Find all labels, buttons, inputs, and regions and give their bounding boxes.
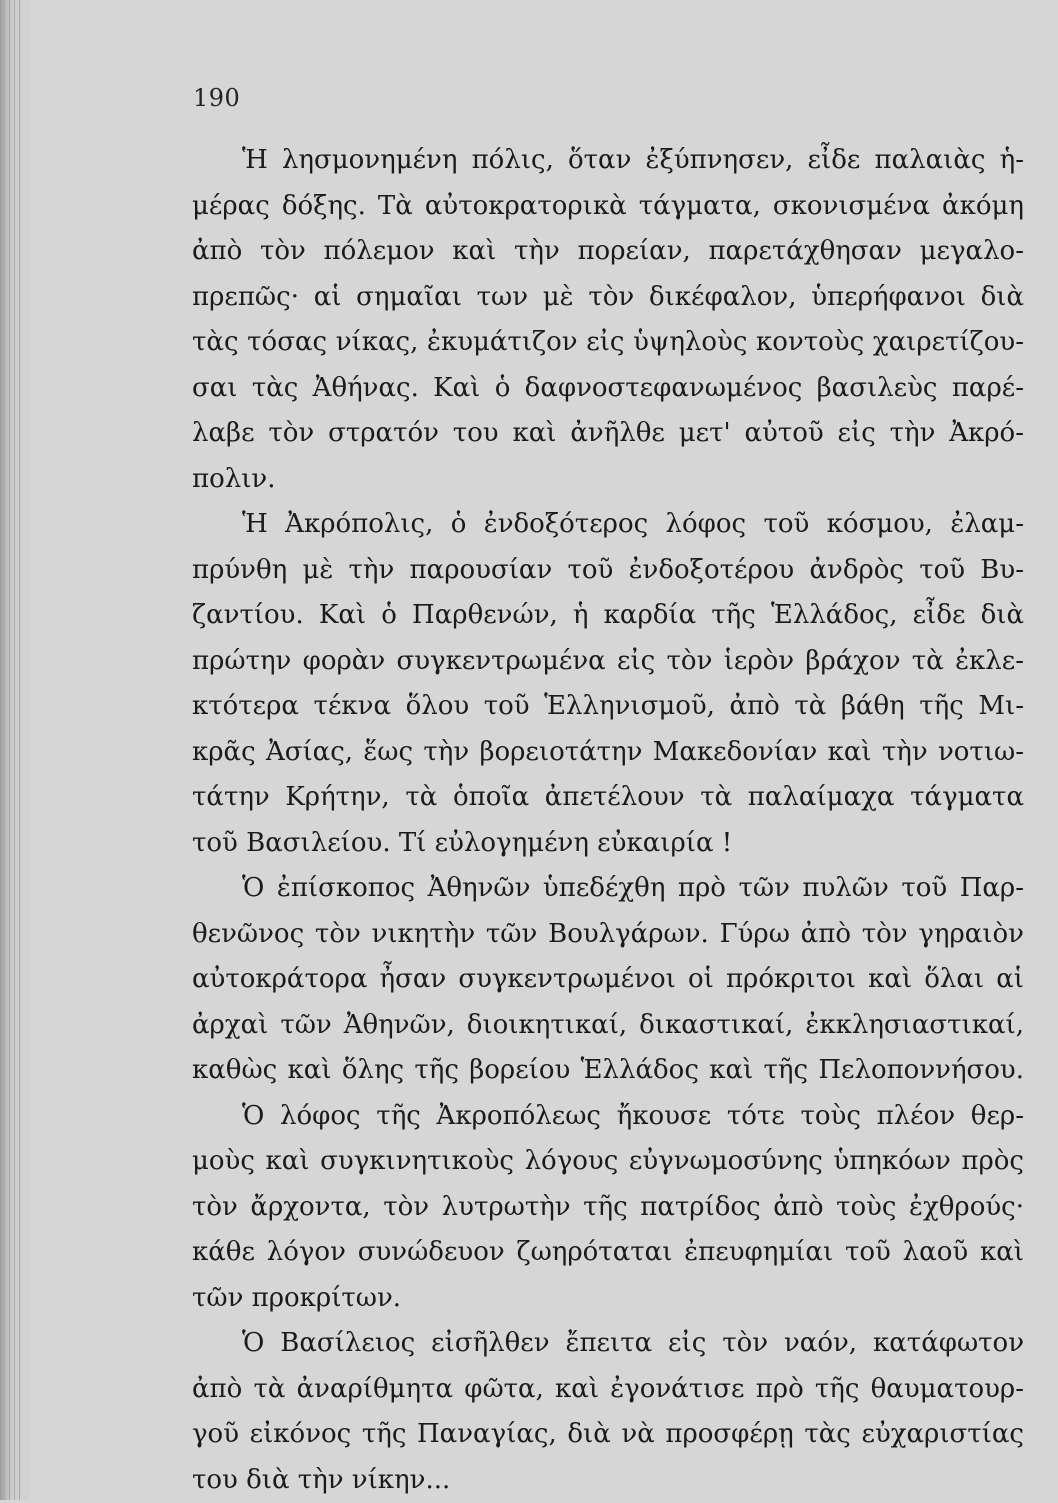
text-line: πολιν. <box>192 457 1024 503</box>
text-line: τοῦ Βασιλείου. Τί εὐλογημένη εὐκαιρία ! <box>192 821 1024 867</box>
text-line: ἀπὸ τὰ ἀναρίθμητα φῶτα, καὶ ἐγονάτισε πρὸ τῆς θαυματουρ- <box>192 1367 1024 1413</box>
text-line: Ἡ λησμονημένη πόλις, ὅταν ἐξύπνησεν, εἶδε παλαιὰς ἡ- <box>192 138 1024 184</box>
text-line: τάτην Κρήτην, τὰ ὁποῖα ἀπετέλουν τὰ παλαίμαχα τάγματα <box>192 775 1024 821</box>
paragraph <box>192 866 1024 1094</box>
page-edge-line <box>19 0 20 1500</box>
page-edge-line <box>4 0 5 1500</box>
text-line: τῶν προκρίτων. <box>192 1276 1024 1322</box>
text-line: κάθε λόγον συνώδευον ζωηρόταται ἐπευφημίαι τοῦ λαοῦ καὶ <box>192 1230 1024 1276</box>
text-line: πρώτην φορὰν συγκεντρωμένα εἰς τὸν ἱερὸν βράχον τὰ ἐκλε- <box>192 639 1024 685</box>
text-line: πρύνθη μὲ τὴν παρουσίαν τοῦ ἐνδοξοτέρου ἀνδρὸς τοῦ Βυ- <box>192 548 1024 594</box>
text-line: θενῶνος τὸν νικητὴν τῶν Βουλγάρων. Γύρω ἀπὸ τὸν γηραιὸν <box>192 912 1024 958</box>
text-line: τὸν ἄρχοντα, τὸν λυτρωτὴν τῆς πατρίδος ἀπὸ τοὺς ἐχθρούς· <box>192 1185 1024 1231</box>
text-line: κτότερα τέκνα ὅλου τοῦ Ἑλληνισμοῦ, ἀπὸ τὰ βάθη τῆς Μι- <box>192 684 1024 730</box>
text-line: πρεπῶς· αἱ σημαῖαι των μὲ τὸν δικέφαλον, ὑπερήφανοι διὰ <box>192 275 1024 321</box>
text-line: γοῦ εἰκόνος τῆς Παναγίας, διὰ νὰ προσφέρῃ τὰς εὐχαριστίας <box>192 1412 1024 1458</box>
text-line: καθὼς καὶ ὅλης τῆς βορείου Ἑλλάδος καὶ τῆς Πελοποννήσου. <box>192 1048 1024 1094</box>
body-text <box>192 138 1024 1503</box>
text-line: ἀρχαὶ τῶν Ἀθηνῶν, διοικητικαί, δικαστικαί, ἐκκλησιαστικαί, <box>192 1003 1024 1049</box>
text-line: λαβε τὸν στρατόν του καὶ ἀνῆλθε μετ' αὐτοῦ εἰς τὴν Ἀκρό- <box>192 411 1024 457</box>
paragraph <box>192 1094 1024 1322</box>
page-edge <box>0 0 30 1500</box>
page-edge-line <box>9 0 10 1500</box>
text-line: του διὰ τὴν νίκην... <box>192 1458 1024 1503</box>
text-line: ἀπὸ τὸν πόλεμον καὶ τὴν πορείαν, παρετάχθησαν μεγαλο- <box>192 229 1024 275</box>
text-line: Ἡ Ἀκρόπολις, ὁ ἐνδοξότερος λόφος τοῦ κόσμου, ἐλαμ- <box>192 502 1024 548</box>
text-line: κρᾶς Ἀσίας, ἕως τὴν βορειοτάτην Μακεδονίαν καὶ τὴν νοτιω- <box>192 730 1024 776</box>
text-line: μοὺς καὶ συγκινητικοὺς λόγους εὐγνωμοσύνης ὑπηκόων πρὸς <box>192 1139 1024 1185</box>
page-number: 190 <box>193 84 240 112</box>
text-line: Ὁ ἐπίσκοπος Ἀθηνῶν ὑπεδέχθη πρὸ τῶν πυλῶν τοῦ Παρ- <box>192 866 1024 912</box>
text-line: Ὁ Βασίλειος εἰσῆλθεν ἔπειτα εἰς τὸν ναόν, κατάφωτον <box>192 1321 1024 1367</box>
text-line: ζαντίου. Καὶ ὁ Παρθενών, ἡ καρδία τῆς Ἑλλάδος, εἶδε διὰ <box>192 593 1024 639</box>
text-line: σαι τὰς Ἀθήνας. Καὶ ὁ δαφνοστεφανωμένος βασιλεὺς παρέ- <box>192 366 1024 412</box>
text-line: τὰς τόσας νίκας, ἐκυμάτιζον εἰς ὑψηλοὺς κοντοὺς χαιρετίζου- <box>192 320 1024 366</box>
text-line: μέρας δόξης. Τὰ αὐτοκρατορικὰ τάγματα, σκονισμένα ἀκόμη <box>192 184 1024 230</box>
paragraph <box>192 1321 1024 1503</box>
paragraph <box>192 138 1024 502</box>
text-line: αὐτοκράτορα ἦσαν συγκεντρωμένοι οἱ πρόκριτοι καὶ ὅλαι αἱ <box>192 957 1024 1003</box>
text-line: Ὁ λόφος τῆς Ἀκροπόλεως ἤκουσε τότε τοὺς πλέον θερ- <box>192 1094 1024 1140</box>
page-edge-line <box>14 0 15 1500</box>
paragraph <box>192 502 1024 866</box>
